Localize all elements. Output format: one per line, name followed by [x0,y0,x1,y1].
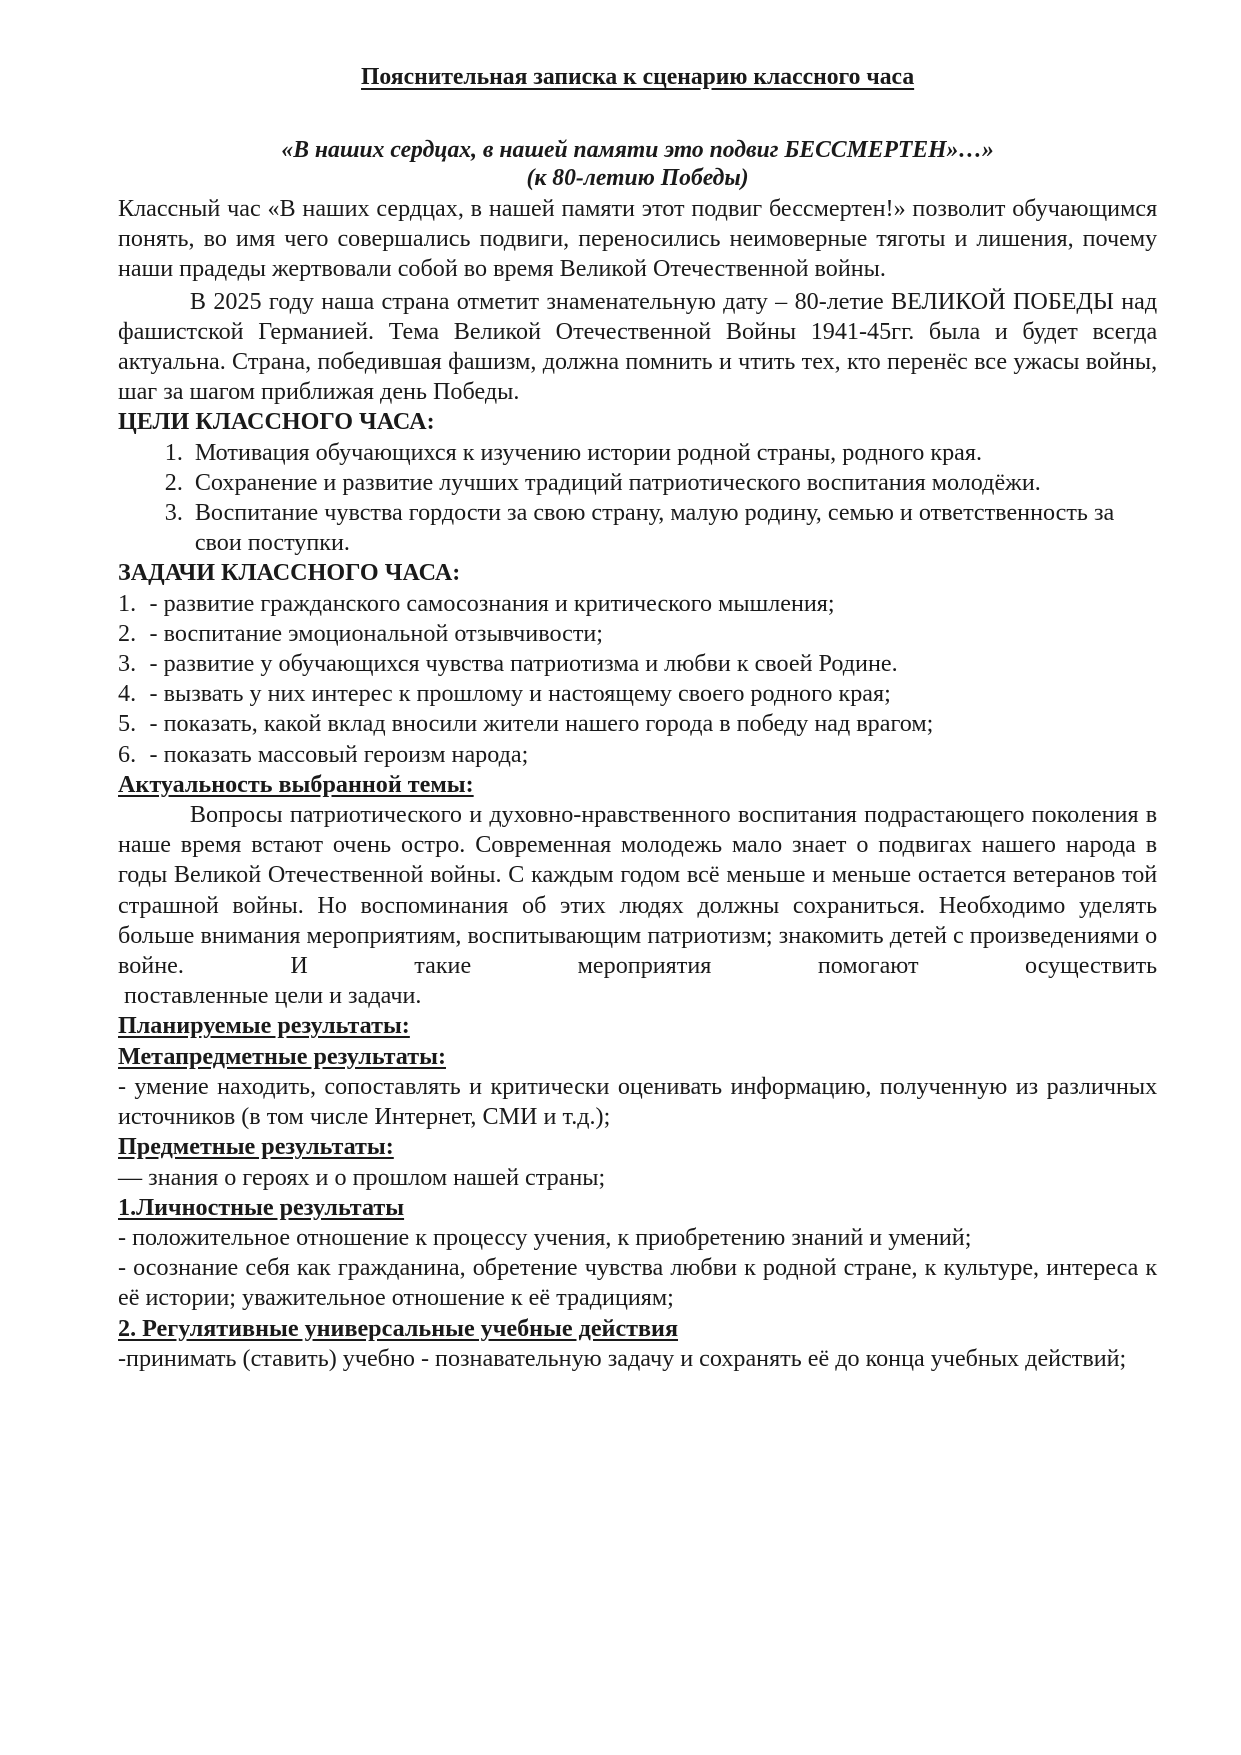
meta-results-heading: Метапредметные результаты: [118,1042,446,1070]
task-item [118,709,1157,739]
task-text: - развитие гражданского самосознания и критического мышления; [149,589,835,617]
goals-list [118,438,1157,559]
task-item [118,589,1157,619]
relevance-last-line: поставленные цели и задачи. [118,982,422,1010]
subtitle-line-2: (к 80-летию Победы) [526,165,749,191]
subtitle-line-1: «В наших сердцах, в нашей памяти это подвиг БЕССМЕРТЕН»…» [281,137,994,163]
task-text: - воспитание эмоциональной отзывчивости; [149,619,603,647]
task-text: - вызвать у них интерес к прошлому и настоящему своего родного края; [149,680,891,708]
goal-item: 2. Сохранение и развитие лучших традиций патриотического воспитания молодёжи. [189,468,1157,498]
relevance-paragraph: Вопросы патриотического и духовно-нравственного воспитания подрастающего поколения в наше время встают очень остро. Современная молодежь мало знает о подвигах нашего народа в годы Великой Отечественной войны. С каждым годом всё меньше и меньше остается ветеранов той страшной войны. Но воспоминания об этих людях должны сохраниться. Необходимо уделять больше внимания мероприятиям, воспитывающим патриотизм; знакомить детей с произведениями о войне. И такие мероприятия помогают осуществить [118,801,1158,980]
task-number: 1. [118,589,137,617]
document-body [118,194,1157,1374]
meta-results-text: - умение находить, сопоставлять и критически оценивать информацию, полученную из различных источников (в том числе Интернет, СМИ и т.д.); [118,1072,1158,1131]
personal-result-item: - положительное отношение к процессу учения, к приобретению знаний и умений; [118,1223,972,1251]
document-title: Пояснительная записка к сценарию классного часа [361,64,915,90]
task-item [118,679,1157,709]
tasks-list [118,589,1157,770]
task-item [118,740,1157,770]
goals-heading: ЦЕЛИ КЛАССНОГО ЧАСА: [118,408,435,436]
document-subtitle [118,136,1157,192]
personal-result-item: - осознание себя как гражданина, обретение чувства любви к родной стране, к культуре, интереса к её истории; уважительное отношение к её традициям; [118,1254,1158,1312]
task-text: - показать массовый героизм народа; [149,740,529,768]
regulatory-heading: 2. Регулятивные универсальные учебные действия [118,1314,679,1342]
regulatory-text: -принимать (ставить) учебно - познавательную задачу и сохранять её до конца учебных действий; [118,1344,1127,1372]
tasks-heading: ЗАДАЧИ КЛАССНОГО ЧАСА: [118,559,461,587]
subject-results-heading: Предметные результаты: [118,1133,394,1161]
planned-results-heading: Планируемые результаты: [118,1012,410,1040]
goal-item: 1. Мотивация обучающихся к изучению истории родной страны, родного края. [189,438,1157,468]
task-item [118,619,1157,649]
subject-results-text: — знания о героях и о прошлом нашей страны; [118,1163,606,1191]
task-number: 5. [118,710,137,738]
goal-item: 3. Воспитание чувства гордости за свою страну, малую родину, семью и ответственность за свои поступки. [189,498,1157,558]
relevance-heading: Актуальность выбранной темы: [118,770,474,798]
intro-paragraph: Классный час «В наших сердцах, в нашей памяти этот подвиг бессмертен!» позволит обучающимся понять, во имя чего совершались подвиги, переносились неимоверные тяготы и лишения, почему наши прадеды жертвовали собой во время Великой Отечественной войны. [118,195,1158,283]
task-number: 2. [118,619,137,647]
task-text: - развитие у обучающихся чувства патриотизма и любви к своей Родине. [149,650,898,678]
task-number: 4. [118,680,137,708]
second-paragraph: В 2025 году наша страна отметит знаменательную дату – 80-летие ВЕЛИКОЙ ПОБЕДЫ над фашистской Германией. Тема Великой Отечественной Войны 1941-45гг. была и будет всегда актуальна. Страна, победившая фашизм, должна помнить и чтить тех, кто перенёс все ужасы войны, шаг за шагом приближая день Победы. [118,287,1158,406]
task-item [118,649,1157,679]
task-number: 3. [118,650,137,678]
task-number: 6. [118,740,137,768]
personal-results-heading: 1.Личностные результаты [118,1193,405,1221]
task-text: - показать, какой вклад вносили жители нашего города в победу над врагом; [149,710,934,738]
